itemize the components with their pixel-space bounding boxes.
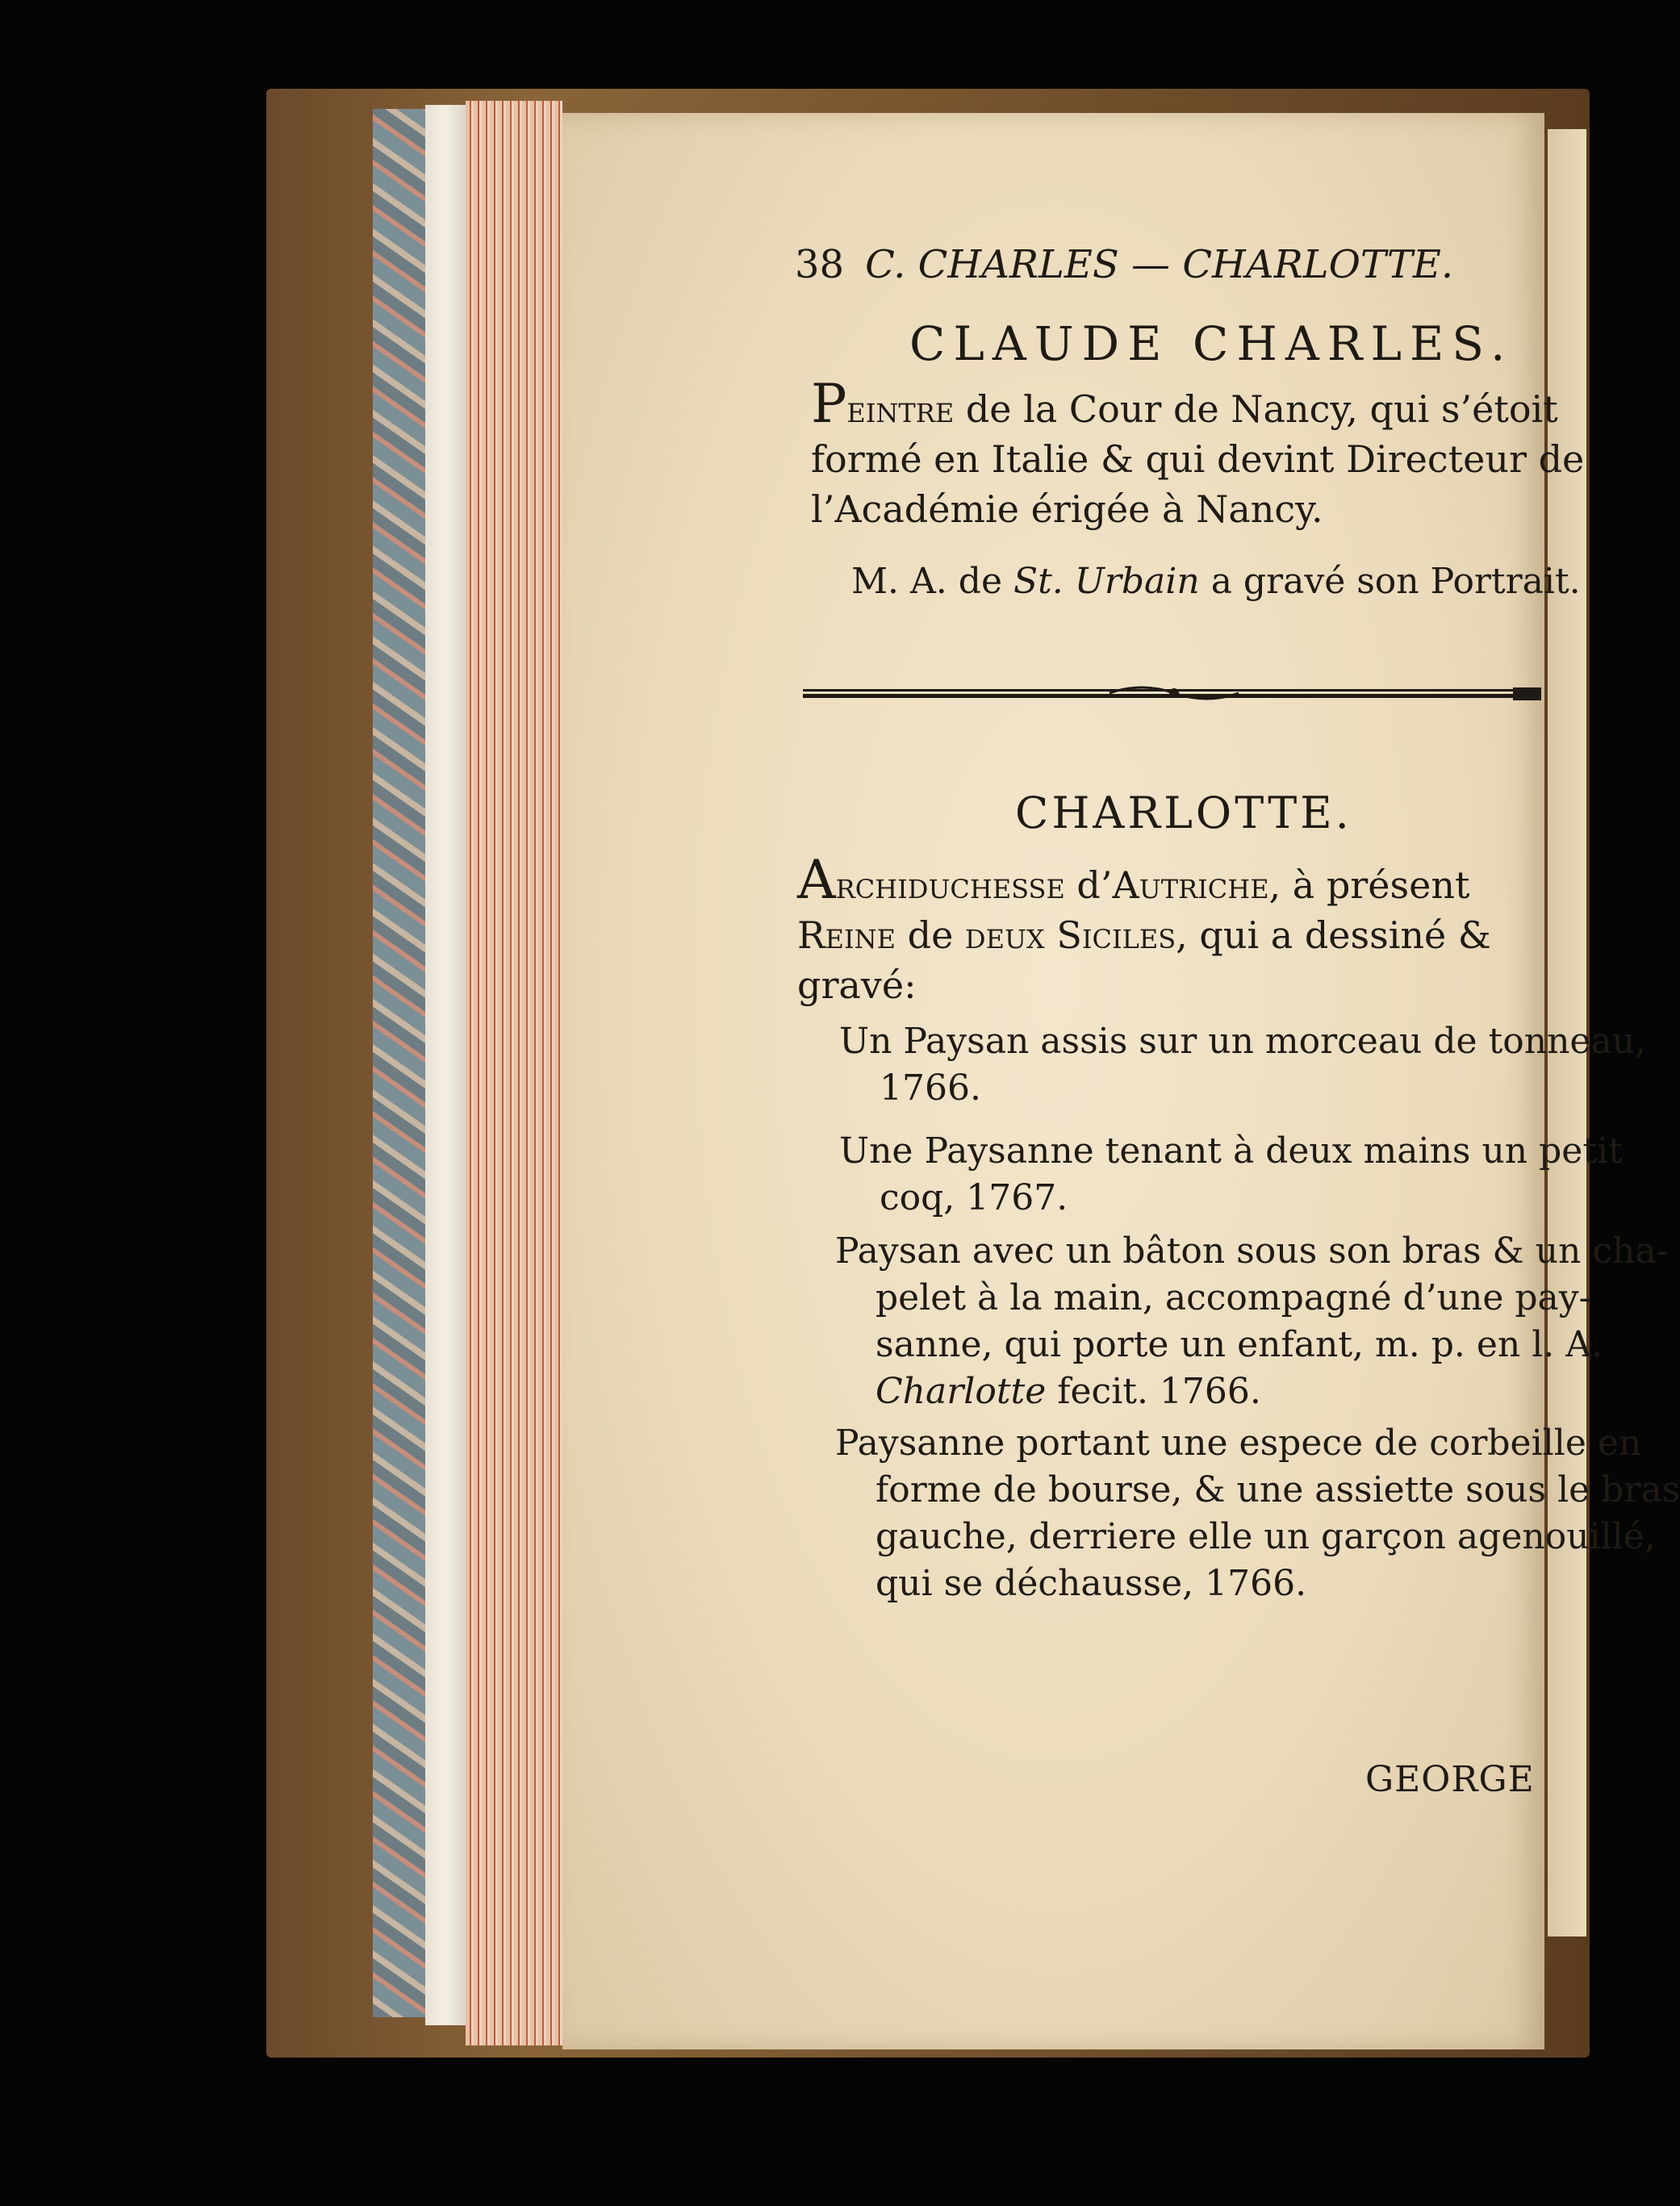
section-title-charlotte: CHARLOTTE. bbox=[1015, 788, 1352, 838]
page-edges-red bbox=[466, 101, 562, 2045]
paragraph-claude-charles bbox=[811, 373, 1585, 534]
paragraph-charlotte bbox=[797, 849, 1491, 1010]
paragraph-line: gravé: bbox=[797, 963, 917, 1007]
section-title-claude-charles: CLAUDE CHARLES. bbox=[909, 316, 1514, 371]
paragraph-line: l’Académie érigée à Nancy. bbox=[811, 487, 1323, 531]
paragraph-line: Peintre de la Cour de Nancy, qui s’étoit bbox=[811, 373, 1558, 435]
catchword: GEORGE bbox=[1365, 1759, 1535, 1800]
list-item: Un Paysan assis sur un morceau de tonneau, 1766. bbox=[839, 1021, 1647, 1109]
list-item: Paysan avec un bâton sous son bras & un cha- pelet à la main, accompagné d’une pay- sanne, qui porte un enfant, m. p. en l. A. Charlotte fecit. 1766. bbox=[835, 1230, 1669, 1412]
ornamental-divider bbox=[803, 684, 1541, 702]
portrait-note: M. A. de St. Urbain a gravé son Portrait. bbox=[851, 561, 1581, 602]
paragraph-line: Reine de deux Siciles, qui a dessiné & bbox=[797, 913, 1491, 957]
list-item: Paysanne portant une espece de corbeille en forme de bourse, & une assiette sous le bras gauche, derriere elle un garçon agenouillé, qui se déchausse, 1766. bbox=[835, 1423, 1680, 1604]
list-item: Une Paysanne tenant à deux mains un petit coq, 1767. bbox=[839, 1130, 1623, 1218]
marbled-endpaper bbox=[373, 109, 425, 2017]
running-title: C. CHARLES — CHARLOTTE. bbox=[865, 242, 1454, 287]
running-header bbox=[795, 242, 1453, 287]
paragraph-line: Archiduchesse d’Autriche, à présent bbox=[797, 849, 1470, 911]
paragraph-line: formé en Italie & qui devint Directeur de bbox=[811, 437, 1585, 481]
page-edges-white bbox=[425, 105, 466, 2025]
page-number: 38 bbox=[795, 242, 845, 287]
